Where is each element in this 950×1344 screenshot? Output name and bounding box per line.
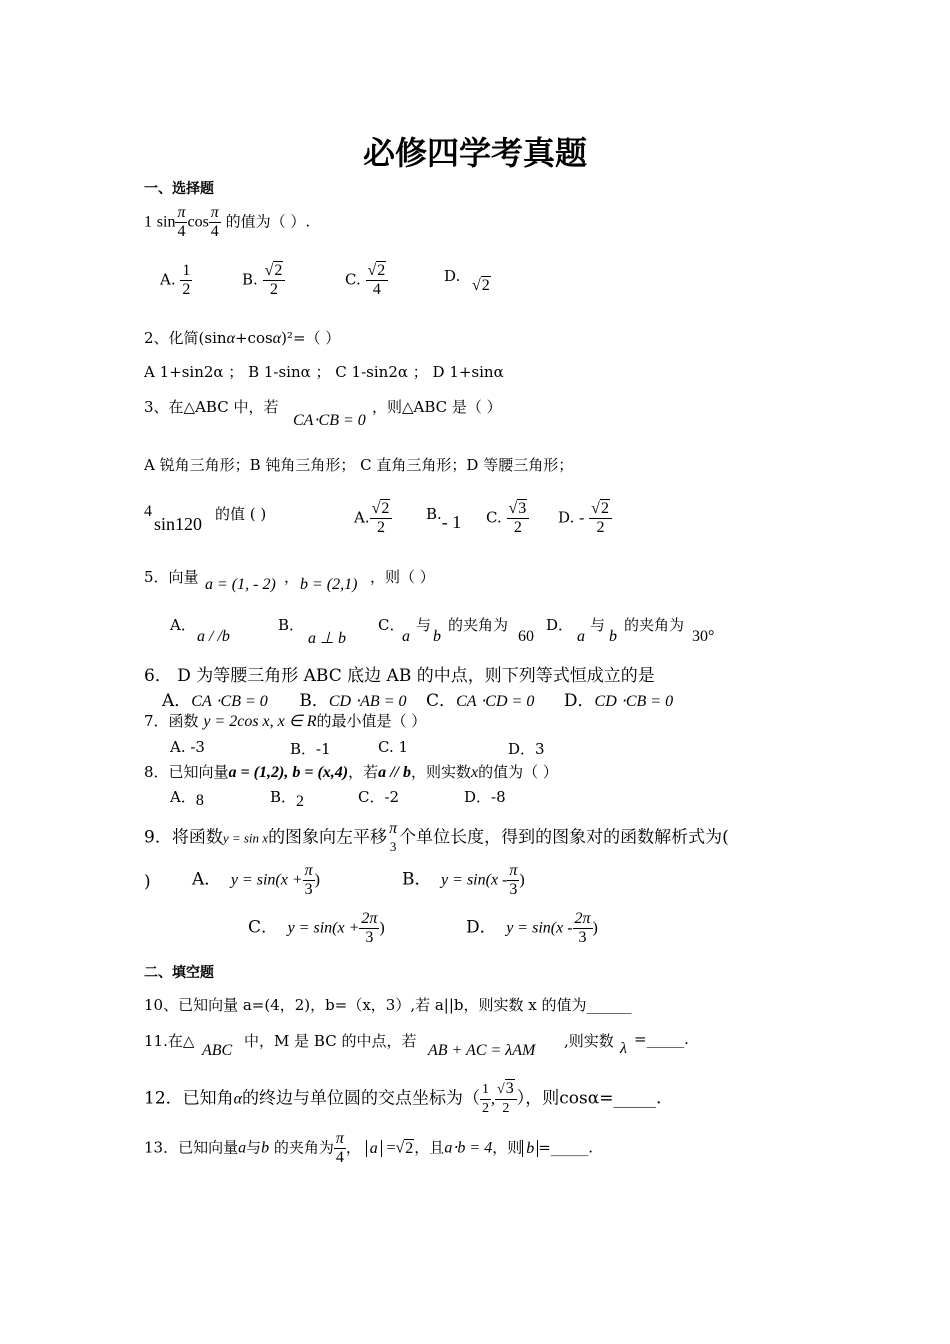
question-3-stem: 3、在△ABC 中，若	[144, 398, 279, 416]
question-9-stem: 9．将函数y = sin x的图象向左平移 π 3 个单位长度，得到的图象对的函数解析式为(	[144, 820, 729, 854]
question-3-tail: ，则△ABC 是（ ）	[372, 398, 502, 416]
question-11-triangle: ABC	[202, 1042, 233, 1059]
q6-c-expr: CA ⋅CD = 0	[456, 693, 535, 710]
question-1-option-c: C. $\frac{√2}{4}$	[345, 262, 388, 299]
question-6-stem: 6． D 为等腰三角形 ABC 底边 AB 的中点，则下列等式恒成立的是	[144, 666, 655, 686]
question-11-blank: =_____.	[634, 1030, 689, 1048]
question-5-option-c-b: b	[433, 628, 441, 645]
question-5-option-d-label: D．	[546, 616, 574, 634]
question-1-option-d: D.	[444, 267, 461, 285]
question-7-option-b: B．-1	[290, 740, 331, 758]
question-5-tail: ，则（ ）	[370, 568, 435, 586]
question-11-lambda: λ	[620, 1040, 627, 1057]
question-9-option-a: A． y = sin(x + $\frac{\pi}{3}$ )	[192, 862, 320, 898]
question-5-stem: 5．向量	[144, 568, 199, 586]
question-7-option-d: D．3	[508, 740, 545, 758]
question-3-expression: CA⋅CB = 0	[293, 412, 366, 429]
question-9-option-d: D． y = sin(x - $\frac{2\pi}{3}$ )	[466, 910, 598, 946]
question-5-option-c-with: 与	[416, 616, 432, 634]
question-5-option-b-expr: a ⊥ b	[308, 630, 346, 647]
question-11-tail: ,则实数	[564, 1032, 614, 1050]
question-11-expression: AB + AC = λAM	[428, 1042, 536, 1059]
question-11-mid: 中，M 是 BC 的中点，若	[244, 1032, 417, 1050]
fraction: $\frac{\pi}{4}$	[177, 204, 186, 240]
question-1-option-b: B. $\frac{√2}{2}$	[242, 262, 285, 299]
question-1-stem: 1 sin $\frac{\pi}{4}$ cos $\frac{\pi}{4}$ 的值为（ ）.	[144, 204, 311, 240]
question-10: 10、已知向量 a=(4，2)，b=（x，3）,若 a||b，则实数 x 的值为______	[144, 996, 632, 1014]
question-5-option-c-value: 60	[518, 628, 534, 645]
question-7-option-c: C. 1	[378, 738, 409, 756]
question-8-option-b: B．2	[270, 788, 305, 810]
question-2-stem: 2、化简(sinα+cosα)²=（ ）	[144, 329, 341, 347]
question-7-option-a: A. -3	[170, 738, 205, 756]
q6-d-expr: CD ⋅CB = 0	[594, 693, 674, 710]
question-4-expression: sin120	[154, 514, 203, 534]
question-1-option-d-value: √2	[472, 277, 490, 294]
question-2-options: A 1+sin2α ； B 1-sinα ； C 1-sin2α ； D 1+sinα	[144, 363, 504, 381]
question-8-option-d: D．-8	[464, 788, 506, 806]
question-13: 13．已知向量a与b 的夹角为 $\frac{\pi}{4}$ ， a =√2，且a⋅b = 4，则 b =_____.	[144, 1130, 594, 1166]
question-7-stem: 7．函数 y = 2cos x, x ∈ R的最小值是（ ）	[144, 712, 427, 730]
question-8-option-c: C．-2	[358, 788, 400, 806]
q6-b-expr: CD ⋅AB = 0	[328, 693, 407, 710]
question-5-option-c-label: C．	[378, 616, 405, 634]
q6-a-expr: CA ⋅CB = 0	[191, 693, 268, 710]
question-5-comma: ，	[284, 568, 300, 586]
question-4-option-b: B.- 1	[426, 505, 462, 532]
question-5-option-d-angle: 的夹角为	[624, 616, 685, 634]
question-9-close-paren: )	[144, 872, 151, 892]
question-5-vector-b: b = (2,1)	[300, 576, 358, 593]
question-4-number: 4	[144, 503, 152, 520]
question-5-option-b-label: B．	[278, 616, 305, 634]
question-11-stem: 11.在△	[144, 1032, 195, 1050]
question-5-option-a-expr: a / /b	[197, 628, 230, 645]
question-4-option-d: D. - $\frac{√2}{2}$	[558, 500, 612, 537]
question-4-option-c: C. $\frac{√3}{2}$	[486, 500, 529, 537]
question-4-option-a: A. $\frac{√2}{2}$	[354, 500, 392, 537]
question-9-option-b: B． y = sin(x - $\frac{\pi}{3}$ )	[402, 862, 525, 898]
question-8-stem: 8．已知向量a = (1,2), b = (x,4)，若a // b，则实数x的值为（ ）	[144, 763, 558, 781]
question-5-option-d-b: b	[609, 628, 617, 645]
fraction: $\frac{\pi}{4}$	[210, 204, 219, 240]
question-5-option-d-a: a	[577, 628, 585, 645]
question-12: 12．已知角α的终边与单位圆的交点坐标为（ $\frac{1}{2}$ , $\frac{√3}{2}$ ），则cosα=_____.	[144, 1080, 662, 1116]
question-4-tail: 的值 ( )	[215, 505, 267, 523]
question-5-option-d-value: 30°	[692, 628, 715, 645]
question-5-vector-a: a = (1, - 2)	[205, 576, 276, 593]
question-5-option-c-angle: 的夹角为	[448, 616, 509, 634]
question-9-option-c: C． y = sin(x + $\frac{2\pi}{3}$ )	[248, 910, 385, 946]
question-5-option-c-a: a	[402, 628, 410, 645]
page-title: 必修四学考真题	[362, 134, 587, 172]
question-8-option-a: A．8	[170, 788, 204, 809]
question-5-option-d-with: 与	[590, 616, 606, 634]
question-6-options: A．CA ⋅CB = 0 B．CD ⋅AB = 0 C．CA ⋅CD = 0 D．CD ⋅CB = 0	[162, 691, 674, 711]
question-3-options: A 锐角三角形；B 钝角三角形； C 直角三角形；D 等腰三角形；	[144, 456, 574, 474]
section-choice-heading: 一、选择题	[144, 181, 214, 197]
section-fill-heading: 二、填空题	[144, 965, 214, 981]
question-1-option-a: A. $\frac{1}{2}$	[160, 262, 191, 298]
question-5-option-a-label: A．	[170, 616, 196, 634]
